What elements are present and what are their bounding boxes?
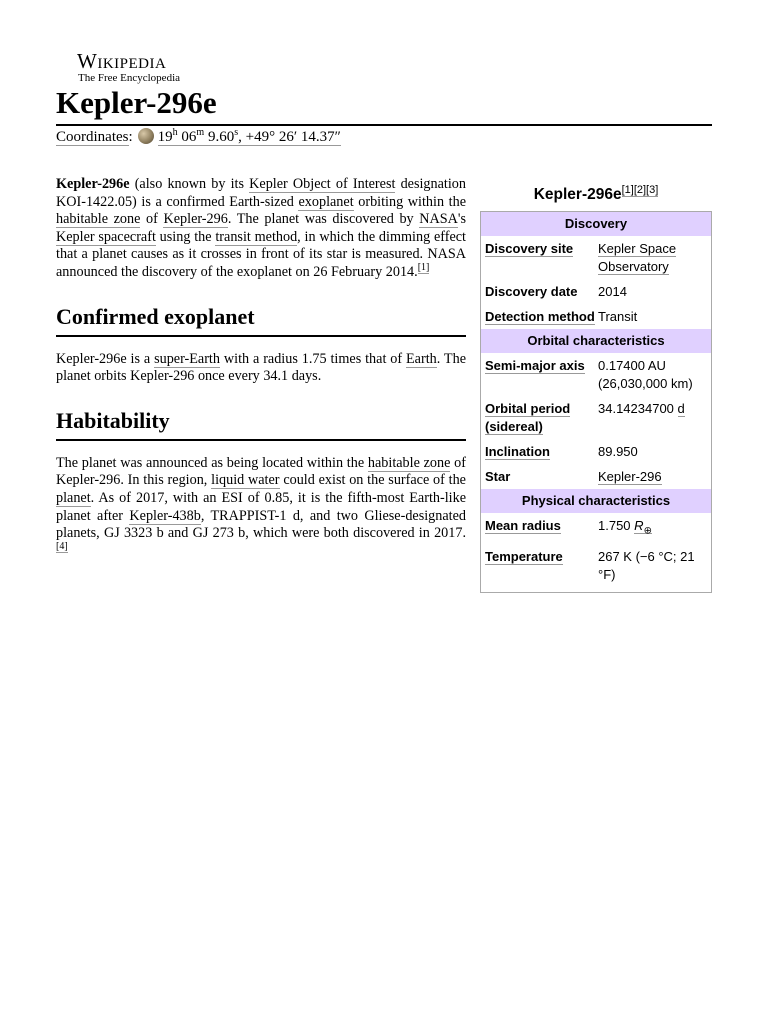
title-divider (56, 124, 712, 126)
infobox-row: Star Kepler-296 (481, 464, 711, 489)
link-liquid-water[interactable]: liquid water (211, 472, 280, 489)
citation-link[interactable]: [4] (56, 540, 68, 552)
infobox-title: Kepler-296e[1][2][3] (533, 183, 659, 203)
infobox-row: Mean radius 1.750 $R_\oplus$ (481, 513, 711, 544)
infobox-header-orbital: Orbital characteristics (481, 329, 711, 353)
infobox-label-link[interactable]: Temperature (485, 548, 563, 564)
link-habitable-zone-2[interactable]: habitable zone (367, 454, 451, 471)
citation-link[interactable]: [1] (417, 262, 430, 274)
infobox-value-link[interactable]: Kepler-296 (598, 469, 662, 484)
link-kepler-object-of-interest[interactable]: Kepler Object of Interest (249, 176, 396, 192)
intro-paragraph: Kepler-296e (also known by its Kepler Object of Interest designation KOI-1422.05) is a confirmed Earth-sized exoplanet orbiting within the habitable zone of Kepler-296. The planet was discovered by NASA's Kepler spacecraft using the transit method, in which the dimming effect that a planet causes as it crosses in front of its star is measured. NASA announced the discovery of the exoplanet on 26 February 2014.[1] (56, 176, 466, 280)
unit-day-link[interactable]: d (677, 401, 685, 416)
infobox-label-link[interactable]: Semi-major axis (485, 358, 585, 373)
infobox-label-link[interactable]: Orbital period (sidereal) (485, 401, 571, 434)
coordinates-label-link[interactable]: Coordinates (56, 129, 129, 145)
page-title: Kepler-296e (56, 85, 217, 120)
infobox-value-link[interactable]: Kepler Space Observatory (598, 241, 677, 274)
link-kepler-296[interactable]: Kepler-296 (163, 211, 228, 228)
coordinates-link[interactable]: 19$^h$ 06$^m$ $9.60^s$, +49° 26′ 14.37″ (157, 127, 341, 145)
section-heading-confirmed-exoplanet: Confirmed exoplanet (56, 304, 466, 337)
section-heading-habitability: Habitability (56, 408, 466, 441)
infobox-label-link[interactable]: Detection method (485, 309, 595, 324)
infobox-citations[interactable]: [1][2][3] (621, 183, 659, 196)
infobox-label-link[interactable]: Mean radius (485, 518, 561, 533)
infobox-table (480, 211, 712, 593)
infobox-row: Orbital period (sidereal) 34.14234700 d (481, 396, 711, 439)
article-body (56, 176, 466, 560)
infobox (480, 184, 712, 593)
infobox-header-discovery: Discovery (481, 212, 711, 236)
globe-icon[interactable] (138, 128, 154, 144)
confirmed-paragraph: Kepler-296e is a super-Earth with a radius 1.75 times that of Earth. The planet orbits Kepler-296 once every 34.1 days. (56, 350, 466, 385)
infobox-row (481, 236, 711, 279)
link-kepler-spacecraft[interactable]: Kepler spacecraft (56, 228, 156, 245)
link-earth[interactable]: Earth (406, 350, 437, 367)
infobox-row: Semi-major axis 0.17400 AU (26,030,000 km) (481, 353, 711, 396)
link-exoplanet[interactable]: exoplanet (298, 193, 354, 210)
infobox-row: Discovery date 2014 (481, 279, 711, 304)
infobox-label-link[interactable]: Discovery site (485, 241, 574, 256)
coordinates: Coordinates: 19$^h$ 06$^m$ $9.60^s$, +49° 26′ 14.37″ (56, 127, 341, 145)
earth-radius-link[interactable]: $R_\oplus$ (634, 518, 652, 537)
link-super-earth[interactable]: super-Earth (154, 350, 220, 367)
link-habitable-zone[interactable]: habitable zone (56, 211, 141, 228)
infobox-header-physical: Physical characteristics (481, 489, 711, 513)
link-nasa[interactable]: NASA (419, 211, 458, 228)
logo-wordmark: Wikipedia (77, 49, 167, 73)
infobox-label-link[interactable]: Inclination (485, 444, 550, 459)
link-kepler-438b[interactable]: Kepler-438b (129, 507, 201, 524)
link-planet[interactable]: planet (56, 489, 91, 506)
link-transit-method[interactable]: transit method (215, 228, 298, 245)
infobox-row: Inclination 89.950 (481, 439, 711, 464)
infobox-row: Detection method Transit (481, 304, 711, 329)
wikipedia-logo[interactable] (77, 50, 197, 84)
habitability-paragraph: The planet was announced as being located within the habitable zone of Kepler-296. In this region, liquid water could exist on the surface of the planet. As of 2017, with an ESI of 0.85, it is the fifth-most Earth-like planet after Kepler-438b, TRAPPIST-1 d, and two Gliese-designated planets, GJ 3323 b and GJ 273 b, which were both discovered in 2017.[4] (56, 454, 466, 552)
infobox-row: Temperature 267 K (−6 °C; 21 °F) (481, 544, 711, 592)
logo-tagline: The Free Encyclopedia (78, 72, 181, 84)
